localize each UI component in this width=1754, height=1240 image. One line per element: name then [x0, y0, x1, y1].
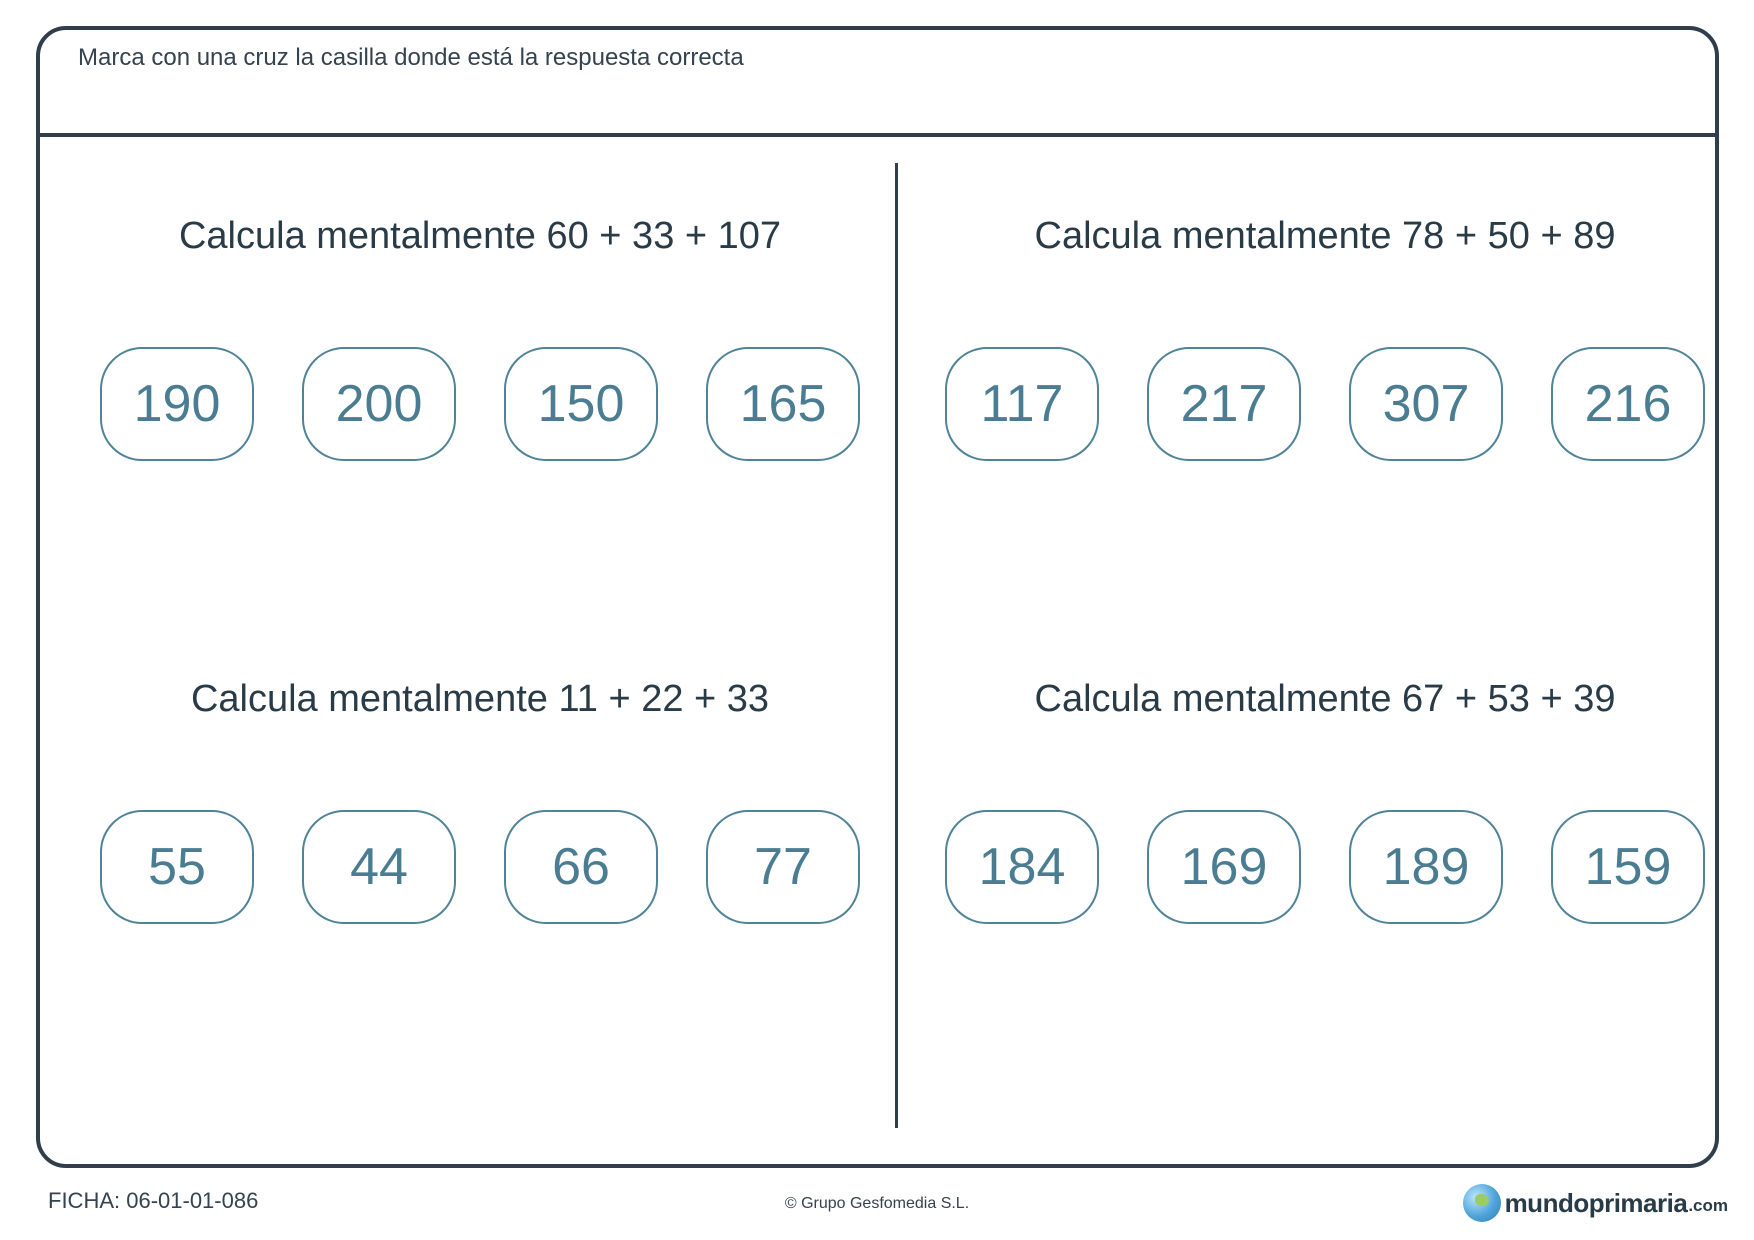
answer-options — [945, 810, 1705, 924]
header-divider — [40, 133, 1715, 137]
answer-option-box[interactable]: 217 — [1147, 347, 1301, 461]
answer-option-box[interactable]: 150 — [504, 347, 658, 461]
answer-option-box[interactable]: 55 — [100, 810, 254, 924]
answer-option-box[interactable]: 44 — [302, 810, 456, 924]
answer-options — [100, 810, 860, 924]
exercise-question: Calcula mentalmente 60 + 33 + 107 — [178, 215, 782, 257]
answer-option-box[interactable]: 189 — [1349, 810, 1503, 924]
answer-option-box[interactable]: 117 — [945, 347, 1099, 461]
brand-name: mundoprimaria — [1504, 1187, 1688, 1218]
answer-option-box[interactable]: 165 — [706, 347, 860, 461]
instruction-text: Marca con una cruz la casilla donde está la respuesta correcta — [78, 44, 744, 71]
exercise-2 — [945, 215, 1705, 515]
answer-option-box[interactable]: 159 — [1551, 810, 1705, 924]
copyright-text: © Grupo Gesfomedia S.L. — [784, 1195, 970, 1212]
exercise-question: Calcula mentalmente 78 + 50 + 89 — [1034, 215, 1616, 257]
exercise-question: Calcula mentalmente 11 + 22 + 33 — [190, 678, 770, 720]
answer-option-box[interactable]: 200 — [302, 347, 456, 461]
globe-icon — [1463, 1184, 1501, 1222]
worksheet-frame — [36, 26, 1719, 1168]
answer-options — [100, 347, 860, 461]
exercise-4 — [945, 678, 1705, 978]
center-divider — [895, 163, 898, 1128]
answer-option-box[interactable]: 216 — [1551, 347, 1705, 461]
answer-option-box[interactable]: 77 — [706, 810, 860, 924]
worksheet-code: FICHA: 06-01-01-086 — [48, 1188, 259, 1213]
answer-option-box[interactable]: 66 — [504, 810, 658, 924]
exercise-question: Calcula mentalmente 67 + 53 + 39 — [1034, 678, 1616, 720]
brand-logo[interactable] — [1463, 1184, 1728, 1222]
brand-tld: .com — [1688, 1196, 1728, 1215]
answer-options — [945, 347, 1705, 461]
answer-option-box[interactable]: 307 — [1349, 347, 1503, 461]
exercise-1 — [100, 215, 860, 515]
answer-option-box[interactable]: 169 — [1147, 810, 1301, 924]
answer-option-box[interactable]: 190 — [100, 347, 254, 461]
answer-option-box[interactable]: 184 — [945, 810, 1099, 924]
exercise-3 — [100, 678, 860, 978]
